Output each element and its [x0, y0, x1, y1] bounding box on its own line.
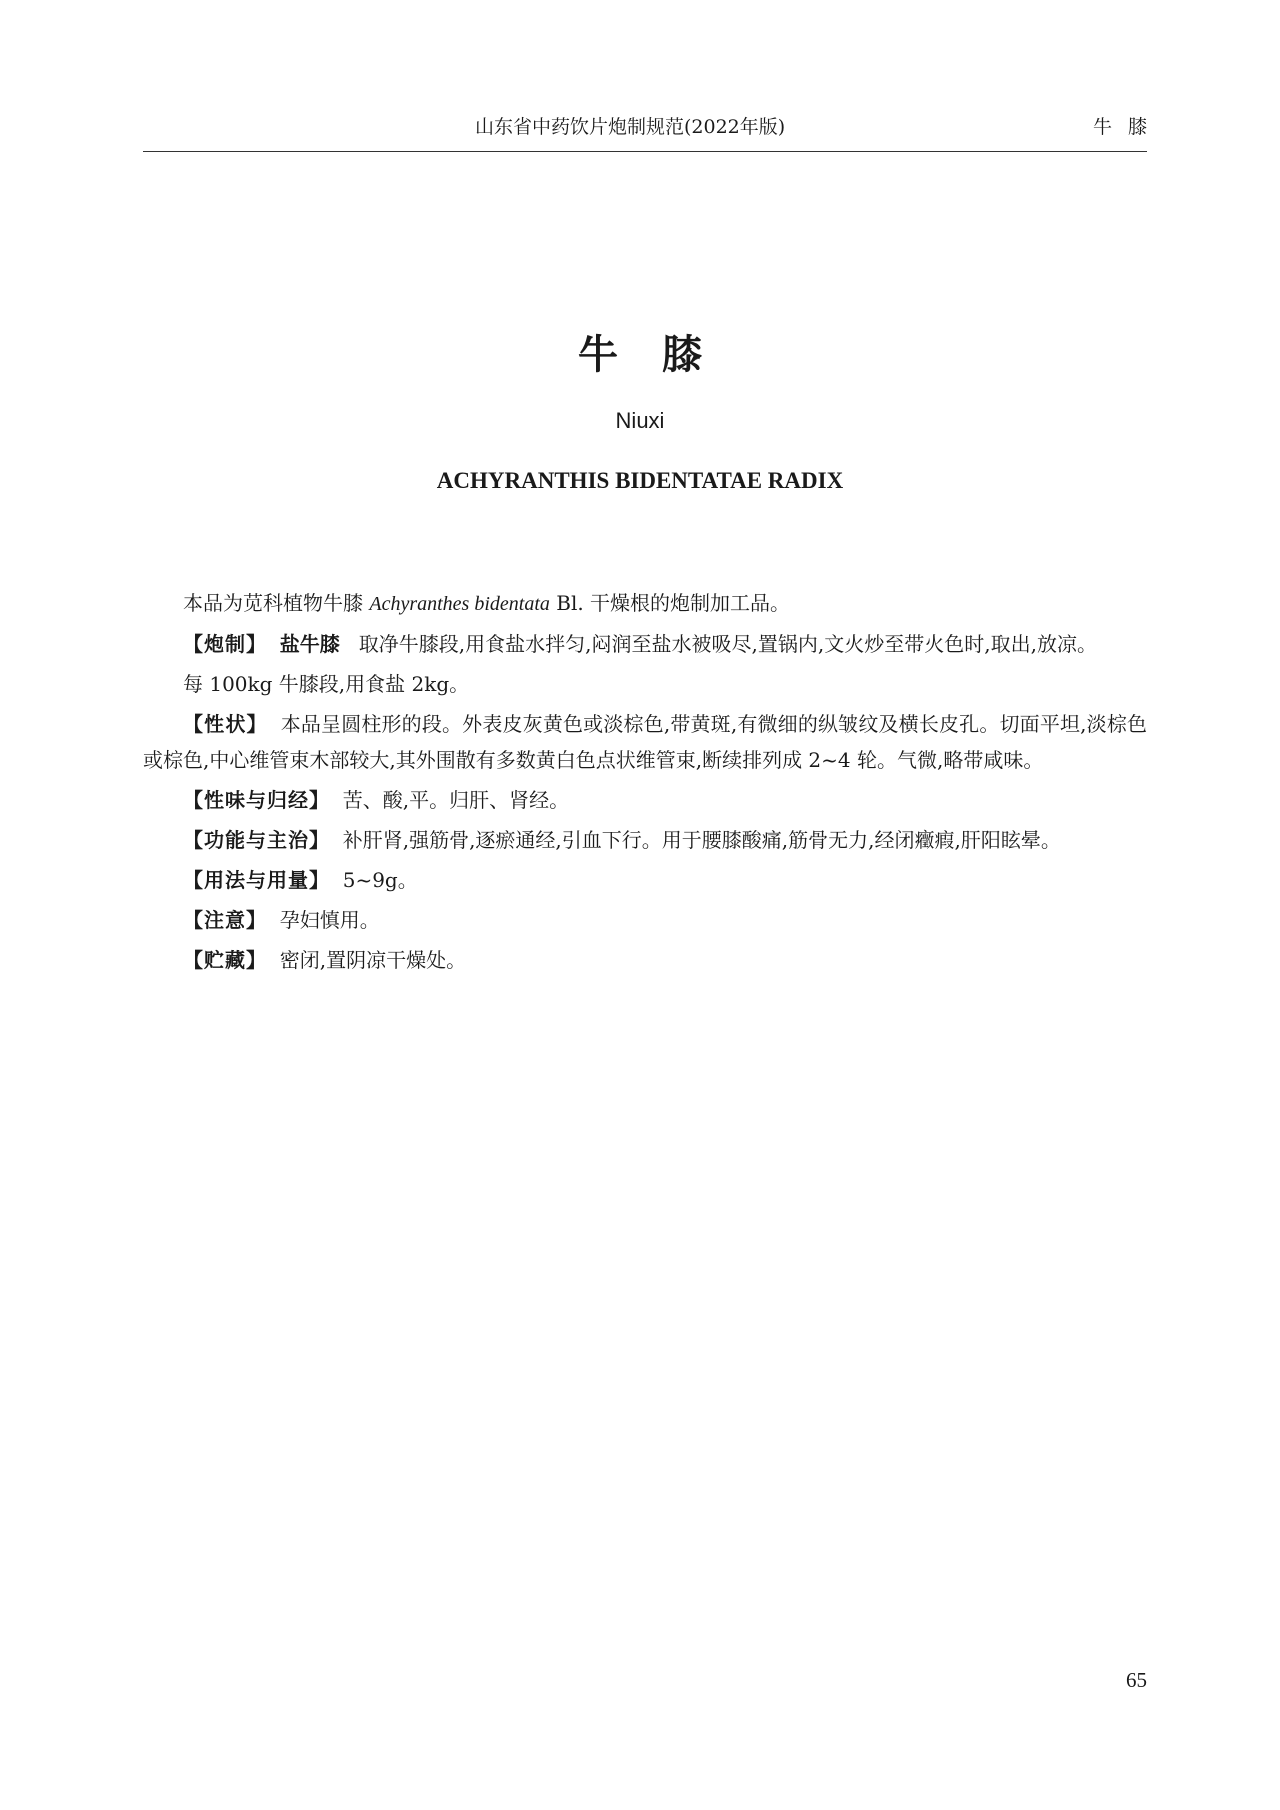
header-rule — [143, 151, 1147, 152]
description-text: 本品呈圆柱形的段。外表皮灰黄色或淡棕色,带黄斑,有微细的纵皱纹及横长皮孔。切面平坦,淡棕色或棕色,中心维管束木部较大,其外围散有多数黄白色点状维管束,断续排列成 2~4 轮。气微,略带咸味。 — [143, 712, 1147, 772]
section-name: 牛膝 — [1092, 116, 1163, 138]
description-label: 【性状】 — [183, 712, 268, 736]
caution-paragraph — [143, 902, 1147, 938]
processing-note — [143, 666, 1147, 702]
processing-label: 【炮制】 — [183, 632, 267, 656]
storage-label: 【贮藏】 — [183, 948, 267, 972]
intro-text-after: Bl. 干燥根的炮制加工品。 — [549, 591, 791, 615]
storage-paragraph — [143, 942, 1147, 978]
monograph-latin-name: ACHYRANTHIS BIDENTATAE RADIX — [436, 468, 844, 493]
page-number: 65 — [1126, 1668, 1147, 1692]
caution-label: 【注意】 — [183, 908, 267, 932]
monograph-body — [143, 585, 1147, 982]
dosage-label: 【用法与用量】 — [183, 868, 330, 892]
dosage-paragraph — [143, 862, 1147, 898]
monograph-title: 牛膝 — [578, 332, 746, 378]
intro-text-before: 本品为苋科植物牛膝 — [183, 591, 370, 615]
functions-paragraph — [143, 822, 1147, 858]
intro-latin-species: Achyranthes bidentata — [369, 593, 550, 615]
caution-text: 孕妇慎用。 — [279, 908, 380, 932]
monograph-pinyin: Niuxi — [615, 408, 665, 433]
processing-method-name: 盐牛膝 — [279, 632, 340, 656]
description-paragraph — [143, 706, 1147, 778]
dosage-text: 5~9g。 — [342, 868, 418, 892]
functions-text: 补肝肾,强筋骨,逐瘀通经,引血下行。用于腰膝酸痛,筋骨无力,经闭癥瘕,肝阳眩晕。 — [342, 828, 1061, 852]
processing-paragraph — [143, 626, 1147, 662]
processing-text: 取净牛膝段,用食盐水拌匀,闷润至盐水被吸尽,置锅内,文火炒至带火色时,取出,放凉。 — [358, 632, 1097, 656]
intro-paragraph — [143, 585, 1147, 622]
storage-text: 密闭,置阴凉干燥处。 — [279, 948, 467, 972]
nature-text: 苦、酸,平。归肝、肾经。 — [342, 788, 570, 812]
functions-label: 【功能与主治】 — [183, 828, 330, 852]
running-header — [143, 112, 1163, 150]
nature-paragraph — [143, 782, 1147, 818]
processing-note-text: 每 100kg 牛膝段,用食盐 2kg。 — [183, 672, 470, 696]
book-title: 山东省中药饮片炮制规范(2022年版) — [475, 116, 786, 138]
nature-label: 【性味与归经】 — [183, 788, 330, 812]
